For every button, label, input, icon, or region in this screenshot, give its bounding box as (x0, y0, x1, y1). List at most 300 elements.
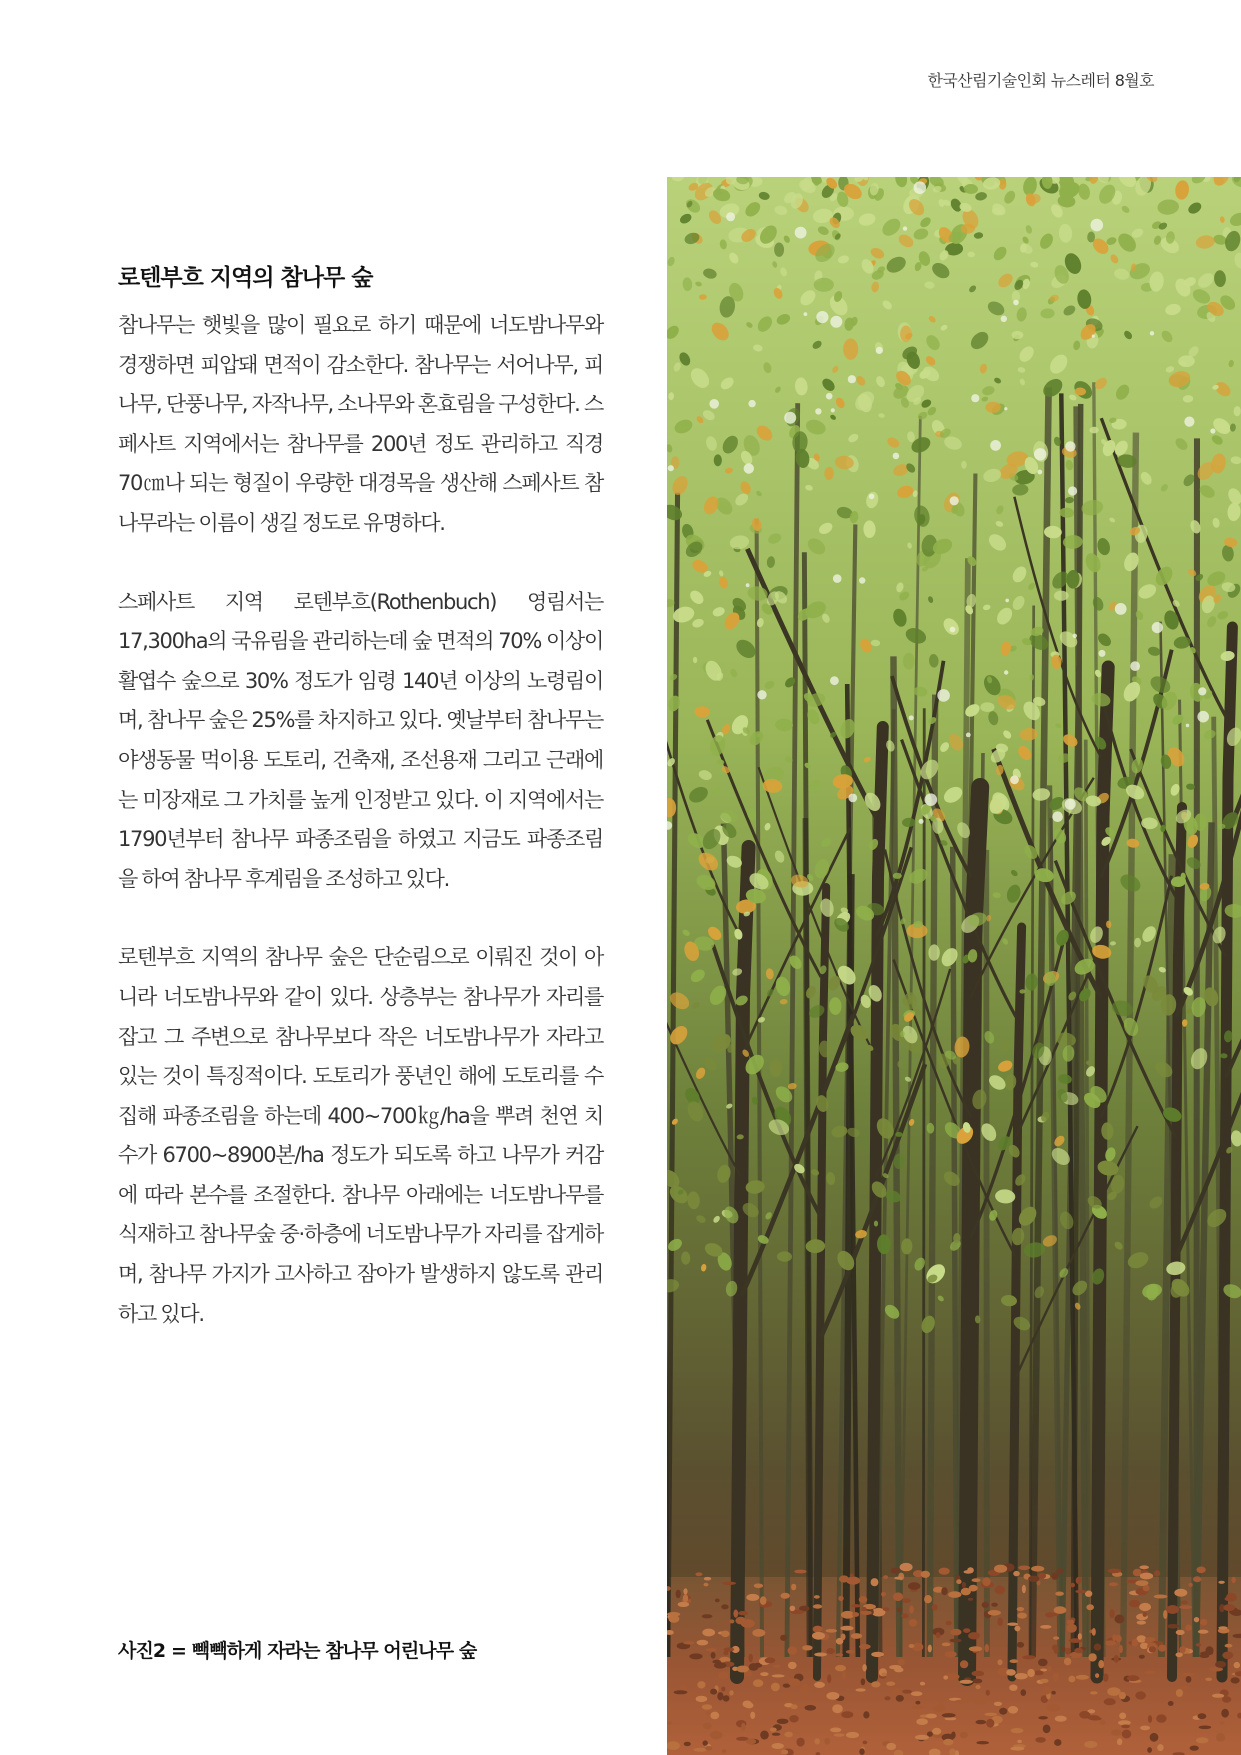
fallen-leaf (1070, 1583, 1075, 1588)
fallen-leaf (915, 1701, 920, 1705)
fallen-leaf (960, 1660, 968, 1668)
fallen-leaf (1200, 1651, 1213, 1655)
fallen-leaf (683, 1641, 694, 1644)
fallen-leaf (1087, 1715, 1100, 1720)
sky-gap (859, 577, 865, 583)
fallen-leaf (1043, 1725, 1051, 1734)
fallen-leaf (1119, 1645, 1123, 1653)
fallen-leaf (721, 1687, 725, 1692)
fallen-leaf (750, 1712, 755, 1719)
fallen-leaf (1114, 1655, 1119, 1663)
fallen-leaf (994, 1565, 1007, 1573)
fallen-leaf (1234, 1662, 1240, 1668)
sky-gap (869, 494, 875, 500)
fallen-leaf (1009, 1685, 1017, 1691)
fallen-leaf (909, 1606, 914, 1614)
fallen-leaf (705, 1746, 712, 1751)
fallen-leaf (1092, 1628, 1096, 1636)
fallen-leaf (703, 1740, 708, 1745)
fallen-leaf (959, 1680, 973, 1684)
fallen-leaf (1065, 1648, 1071, 1655)
fallen-leaf (746, 1739, 756, 1745)
fallen-leaf (1075, 1590, 1086, 1593)
fallen-leaf (1181, 1601, 1188, 1605)
fallen-leaf (1231, 1677, 1240, 1683)
fallen-leaf (1185, 1625, 1192, 1632)
photo-caption: 사진2 = 빽빽하게 자라는 참나무 어린나무 숲 (118, 1640, 477, 1662)
fallen-leaf (859, 1596, 868, 1603)
fallen-leaf (1119, 1713, 1126, 1720)
fallen-leaf (960, 1732, 968, 1738)
sky-gap (748, 400, 755, 407)
fallen-leaf (1017, 1642, 1024, 1648)
fallen-leaf (813, 1626, 823, 1633)
fallen-leaf (683, 1594, 688, 1602)
fallen-leaf (871, 1652, 884, 1657)
fallen-leaf (911, 1691, 923, 1696)
fallen-leaf (772, 1733, 781, 1736)
sky-gap (1150, 331, 1154, 335)
fallen-leaf (1119, 1692, 1126, 1699)
fallen-leaf (968, 1632, 980, 1639)
fallen-leaf (1179, 1605, 1192, 1609)
fallen-leaf (752, 1629, 765, 1637)
fallen-leaf (723, 1695, 730, 1701)
fallen-leaf (1149, 1646, 1156, 1652)
fallen-leaf (781, 1749, 788, 1754)
fallen-leaf (946, 1621, 952, 1625)
fallen-leaf (1176, 1630, 1185, 1635)
fallen-leaf (942, 1713, 956, 1717)
fallen-leaf (915, 1735, 929, 1740)
fallen-leaf (950, 1629, 961, 1636)
fallen-leaf (861, 1678, 866, 1685)
fallen-leaf (928, 1645, 932, 1653)
sky-gap (1092, 335, 1095, 338)
fallen-leaf (704, 1577, 711, 1581)
fallen-leaf (1055, 1716, 1067, 1722)
fallen-leaf (773, 1665, 780, 1668)
fallen-leaf (972, 1679, 982, 1684)
fallen-leaf (1190, 1746, 1199, 1751)
fallen-leaf (1144, 1671, 1156, 1674)
fallen-leaf (862, 1664, 866, 1671)
fallen-leaf (945, 1717, 957, 1720)
fallen-leaf (1015, 1673, 1028, 1679)
fallen-leaf (1193, 1576, 1201, 1582)
sky-gap (1073, 634, 1077, 638)
fallen-leaf (1109, 1609, 1114, 1618)
fallen-leaf (1176, 1689, 1183, 1697)
fallen-leaf (968, 1598, 973, 1601)
fallen-leaf (1011, 1747, 1025, 1751)
fallen-leaf (696, 1696, 708, 1702)
fallen-leaf (1088, 1653, 1096, 1661)
leaf (714, 454, 722, 466)
sky-gap (1004, 407, 1007, 410)
sky-gap (668, 465, 674, 471)
fallen-leaf (846, 1732, 859, 1738)
fallen-leaf (765, 1658, 776, 1664)
fallen-leaf (702, 1704, 713, 1710)
fallen-leaf (871, 1681, 880, 1687)
fallen-leaf (703, 1722, 712, 1729)
fallen-leaf (753, 1679, 763, 1687)
fallen-leaf (1095, 1673, 1099, 1678)
fallen-leaf (1090, 1691, 1098, 1694)
leaf (985, 402, 1001, 413)
fallen-leaf (986, 1690, 990, 1696)
fallen-leaf (710, 1731, 723, 1740)
fallen-leaf (902, 1598, 911, 1603)
fallen-leaf (1216, 1733, 1225, 1742)
fallen-leaf (921, 1571, 930, 1578)
fallen-leaf (1189, 1583, 1193, 1587)
fallen-leaf (1117, 1738, 1122, 1745)
fallen-leaf (886, 1743, 896, 1750)
fallen-leaf (835, 1653, 843, 1656)
fallen-leaf (1137, 1621, 1146, 1625)
fallen-leaf (972, 1671, 985, 1677)
fallen-leaf (1084, 1741, 1097, 1748)
fallen-leaf (1105, 1640, 1116, 1645)
fallen-leaf (1052, 1645, 1058, 1651)
sky-gap (1091, 219, 1104, 232)
fallen-leaf (760, 1672, 768, 1676)
fallen-leaf (1205, 1678, 1212, 1681)
fallen-leaf (826, 1629, 838, 1633)
fallen-leaf (684, 1742, 691, 1746)
fallen-leaf (826, 1648, 834, 1654)
fallen-leaf (1139, 1603, 1151, 1611)
sky-gap (893, 453, 900, 460)
fallen-leaf (1215, 1661, 1226, 1668)
fallen-leaf (827, 1674, 831, 1683)
fallen-leaf (1223, 1604, 1235, 1611)
fallen-leaf (711, 1652, 716, 1659)
sky-gap (1065, 799, 1076, 810)
fallen-leaf (973, 1701, 987, 1705)
sky-gap (990, 440, 1001, 451)
fallen-leaf (1061, 1646, 1065, 1652)
fallen-leaf (814, 1595, 820, 1599)
fallen-leaf (790, 1606, 796, 1612)
fallen-leaf (969, 1646, 982, 1651)
fallen-leaf (772, 1674, 785, 1677)
fallen-leaf (1054, 1739, 1061, 1746)
fallen-leaf (939, 1568, 950, 1575)
fallen-leaf (1154, 1570, 1160, 1576)
fallen-leaf (789, 1715, 798, 1722)
fallen-leaf (826, 1692, 839, 1700)
sky-gap (757, 690, 766, 699)
leaf (843, 338, 858, 359)
fallen-leaf (723, 1651, 728, 1655)
fallen-leaf (909, 1644, 915, 1648)
sky-gap (795, 227, 807, 239)
fallen-leaf (1132, 1639, 1139, 1647)
sky-gap (726, 212, 735, 221)
fallen-leaf (956, 1579, 961, 1584)
fallen-leaf (962, 1582, 966, 1588)
fallen-leaf (1222, 1652, 1233, 1660)
fallen-leaf (943, 1675, 948, 1679)
fallen-leaf (695, 1572, 702, 1576)
fallen-leaf (710, 1712, 719, 1720)
fallen-leaf (1135, 1580, 1148, 1586)
fallen-leaf (841, 1634, 846, 1641)
fallen-leaf (1108, 1569, 1122, 1574)
paragraph-1: 참나무는 햇빛을 많이 필요로 하기 때문에 너도밤나무와 경쟁하면 피압돼 면적이 감소한다. 참나무는 서어나무, 피나무, 단풍나무, 자작나무, 소나무와 혼효림을 구성한다. 스페사트 지역에서는 참나무를 200년 정도 관리하고 직경 70㎝나 되는 형질이 우량한 대경목을 생산해 스페사트 참나무라는 이름이 생길 정도로 유명하다. (118, 313, 603, 535)
fallen-leaf (1064, 1658, 1071, 1666)
fallen-leaf (1167, 1624, 1179, 1629)
fallen-leaf (955, 1700, 969, 1704)
sky-gap (1184, 417, 1194, 427)
fallen-leaf (859, 1644, 871, 1649)
fallen-leaf (900, 1563, 913, 1571)
fallen-leaf (737, 1666, 749, 1673)
fallen-leaf (1047, 1704, 1061, 1712)
fallen-leaf (932, 1604, 938, 1610)
fallen-leaf (1054, 1606, 1067, 1614)
fallen-leaf (1094, 1644, 1101, 1651)
paragraph-2: 스페사트 지역 로텐부흐(Rothenbuch) 영림서는 17,300ha의 국유림을 관리하는데 숲 면적의 70% 이상이 활엽수 숲으로 30% 정도가 임령 140년 이상의 노령림이며, 참나무 숲은 25%를 차지하고 있다. 옛날부터 참나무는 야생동물 먹이용 도토리, 건축재, 조선용재 그리고 근래에는 미장재로 그 가치를 높게 인정받고 있다. 이 지역에서는 1790년부터 참나무 파종조림을 하였고 지금도 파종조림을 하여 참나무 후계림을 조성하고 있다. (118, 589, 603, 891)
fallen-leaf (916, 1718, 928, 1725)
fallen-leaf (902, 1690, 912, 1694)
sky-gap (1052, 811, 1063, 822)
fallen-leaf (891, 1568, 900, 1574)
fallen-leaf (721, 1604, 728, 1609)
fallen-leaf (1163, 1610, 1167, 1619)
sky-gap (1115, 603, 1127, 615)
fallen-leaf (1100, 1720, 1106, 1725)
fallen-leaf (948, 1591, 961, 1598)
fallen-leaf (814, 1653, 827, 1657)
fallen-leaf (812, 1632, 825, 1640)
fallen-leaf (813, 1604, 822, 1608)
sky-gap (876, 347, 883, 354)
fallen-leaf (894, 1577, 902, 1580)
fallen-leaf (1154, 1595, 1168, 1599)
fallen-leaf (825, 1738, 831, 1745)
fallen-leaf (884, 1696, 890, 1700)
fallen-leaf (851, 1604, 861, 1607)
fallen-leaf (991, 1603, 998, 1607)
fallen-leaf (717, 1692, 723, 1700)
fallen-leaf (1017, 1607, 1024, 1611)
fallen-leaf (1139, 1655, 1145, 1659)
sky-gap (1197, 711, 1209, 723)
fallen-leaf (893, 1687, 900, 1694)
fallen-leaf (925, 1697, 936, 1700)
fallen-leaf (896, 1695, 904, 1702)
fallen-leaf (1157, 1744, 1163, 1751)
fallen-leaf (1140, 1726, 1150, 1731)
fallen-leaf (994, 1702, 1002, 1706)
sky-gap (971, 394, 979, 402)
fallen-leaf (924, 1595, 932, 1603)
fallen-leaf (920, 1682, 925, 1686)
fallen-leaf (741, 1723, 745, 1731)
oak-forest-photo (667, 177, 1241, 1755)
fallen-leaf (674, 1690, 688, 1694)
fallen-leaf (1051, 1691, 1055, 1695)
sky-gap (1010, 775, 1019, 784)
fallen-leaf (797, 1738, 805, 1747)
sky-gap (1001, 316, 1007, 322)
fallen-leaf (852, 1612, 859, 1617)
sky-gap (1037, 470, 1042, 475)
fallen-leaf (683, 1588, 687, 1594)
fallen-leaf (1028, 1576, 1039, 1582)
fallen-leaf (724, 1647, 735, 1651)
fallen-leaf (1198, 1713, 1207, 1719)
fallen-leaf (1156, 1714, 1166, 1722)
fallen-leaf (705, 1711, 711, 1715)
fallen-leaf (1186, 1676, 1192, 1683)
fallen-leaf (972, 1578, 981, 1582)
fallen-leaf (1107, 1687, 1120, 1696)
sky-gap (1004, 670, 1008, 674)
fallen-leaf (710, 1689, 717, 1695)
fallen-leaf (963, 1628, 970, 1633)
fallen-leaf (791, 1704, 798, 1709)
fallen-leaf (1176, 1652, 1183, 1657)
fallen-leaf (1148, 1715, 1152, 1723)
fallen-leaf (729, 1619, 734, 1623)
sky-gap (831, 408, 835, 412)
fallen-leaf (702, 1629, 715, 1637)
fallen-leaf (678, 1602, 690, 1607)
fallen-leaf (969, 1585, 978, 1592)
sky-gap (1130, 661, 1140, 671)
fallen-leaf (943, 1739, 953, 1746)
fallen-leaf (1022, 1655, 1035, 1659)
sky-gap (804, 312, 808, 316)
fallen-leaf (1194, 1617, 1199, 1622)
fallen-leaf (1051, 1572, 1058, 1579)
fallen-leaf (976, 1741, 989, 1744)
fallen-leaf (1078, 1633, 1082, 1640)
fallen-leaf (1086, 1604, 1094, 1610)
fallen-leaf (1166, 1605, 1179, 1614)
fallen-leaf (1038, 1659, 1048, 1667)
fallen-leaf (926, 1714, 937, 1719)
fallen-leaf (693, 1748, 707, 1752)
fallen-leaf (1047, 1666, 1052, 1671)
fallen-leaf (1118, 1720, 1131, 1725)
fallen-leaf (842, 1671, 847, 1680)
fallen-leaf (676, 1590, 681, 1599)
sky-gap (1013, 300, 1019, 306)
fallen-leaf (851, 1633, 862, 1639)
fallen-leaf (912, 1706, 924, 1709)
fallen-leaf (745, 1702, 754, 1708)
fallen-leaf (1150, 1733, 1159, 1742)
fallen-leaf (1007, 1623, 1018, 1626)
fallen-leaf (1055, 1592, 1064, 1596)
fallen-leaf (1225, 1644, 1233, 1648)
fallen-leaf (1218, 1626, 1227, 1629)
fallen-leaf (1111, 1729, 1122, 1736)
fallen-leaf (986, 1719, 994, 1728)
fallen-leaf (859, 1748, 864, 1755)
sky-gap (1210, 428, 1215, 433)
fallen-leaf (1158, 1645, 1166, 1652)
fallen-leaf (1010, 1659, 1019, 1663)
fallen-leaf (718, 1671, 728, 1680)
fallen-leaf (706, 1648, 717, 1651)
fallen-leaf (697, 1681, 705, 1688)
fallen-leaf (802, 1645, 812, 1650)
fallen-leaf (839, 1575, 849, 1582)
fallen-leaf (982, 1602, 989, 1608)
fallen-leaf (1221, 1709, 1229, 1718)
fallen-leaf (667, 1612, 680, 1617)
fallen-leaf (667, 1722, 672, 1725)
fallen-leaf (723, 1582, 736, 1585)
fallen-leaf (1006, 1669, 1016, 1676)
fallen-leaf (1196, 1567, 1205, 1574)
fallen-leaf (772, 1743, 784, 1749)
sky-gap (950, 627, 956, 633)
fallen-leaf (729, 1690, 733, 1695)
fallen-leaf (780, 1635, 787, 1641)
fallen-leaf (898, 1659, 905, 1666)
fallen-leaf (702, 1614, 713, 1618)
fallen-leaf (679, 1686, 687, 1690)
fallen-leaf (841, 1711, 853, 1718)
fallen-leaf (735, 1617, 746, 1625)
sky-gap (909, 715, 914, 720)
leaf (814, 278, 834, 292)
fallen-leaf (1068, 1676, 1075, 1683)
fallen-leaf (941, 1587, 947, 1595)
fallen-leaf (942, 1643, 951, 1647)
tree-trunk (986, 850, 987, 1657)
fallen-leaf (771, 1683, 780, 1692)
fallen-leaf (1174, 1589, 1187, 1597)
fallen-leaf (1168, 1701, 1174, 1706)
fallen-leaf (1115, 1615, 1125, 1624)
fallen-leaf (1022, 1585, 1026, 1594)
fallen-leaf (781, 1593, 790, 1599)
sky-gap (816, 311, 828, 323)
fallen-leaf (1143, 1612, 1147, 1617)
fallen-leaf (1074, 1648, 1083, 1654)
fallen-leaf (860, 1611, 872, 1616)
fallen-leaf (738, 1611, 748, 1615)
fallen-leaf (1200, 1619, 1207, 1626)
fallen-leaf (975, 1685, 980, 1689)
fallen-leaf (814, 1738, 820, 1744)
fallen-leaf (999, 1708, 1007, 1715)
fallen-leaf (1017, 1613, 1027, 1619)
sky-gap (950, 496, 959, 505)
section-title: 로텐부흐 지역의 참나무 숲 (118, 265, 373, 291)
fallen-leaf (883, 1575, 888, 1579)
sky-gap (830, 676, 839, 685)
fallen-leaf (1018, 1566, 1030, 1571)
fallen-leaf (800, 1686, 809, 1693)
fallen-leaf (733, 1610, 738, 1618)
fallen-leaf (1008, 1706, 1018, 1714)
fallen-leaf (893, 1592, 903, 1601)
newsletter-running-header: 한국산림기술인회 뉴스레터 8월호 (927, 71, 1154, 90)
fallen-leaf (788, 1678, 800, 1686)
fallen-leaf (976, 1720, 987, 1724)
fallen-leaf (988, 1610, 1001, 1616)
